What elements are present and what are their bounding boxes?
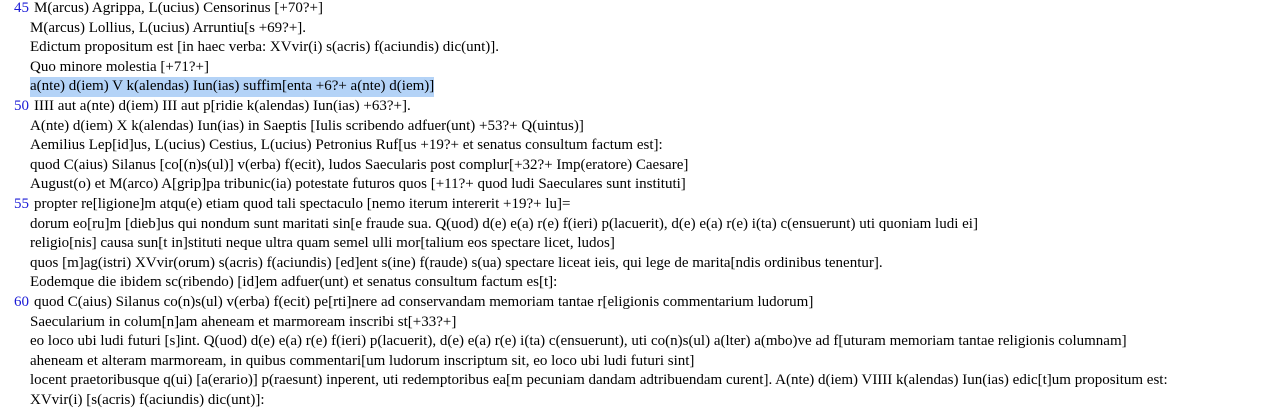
line-text: M(arcus) Agrippa, L(ucius) Censorinus [+70?+] — [34, 0, 323, 16]
text-line-55 — [0, 195, 1268, 215]
text-line — [0, 58, 1268, 78]
text-line — [0, 215, 1268, 235]
line-text: M(arcus) Lollius, L(ucius) Arruntiu[s +69?+]. — [30, 19, 307, 36]
line-text: Edictum propositum est [in haec verba: XVvir(i) s(acris) f(aciundis) dic(unt)]. — [30, 39, 500, 56]
line-number: 50 — [14, 97, 29, 114]
line-text: Eodemque die ibidem sc(ribendo) [id]em adfuer(unt) et senatus consultum factum es[t]: — [30, 274, 558, 291]
line-text: propter re[ligione]m atqu(e) etiam quod tali spectaculo [nemo iterum intererit +19?+ lu]= — [34, 195, 571, 212]
text-line — [0, 332, 1268, 352]
line-text: A(nte) d(iem) X k(alendas) Iun(ias) in Saeptis [Iulis scribendo adfuer(unt) +53?+ Q(uintus)] — [30, 117, 584, 134]
line-text: eo loco ubi ludi futuri [s]int. Q(uod) d(e) e(a) r(e) f(ieri) p(lacuerit), d(e) e(a) r(e) i(ta) c(ensuerunt), uti co(n)s(ul) a(lter) a(mbo)ve ad f[uturam memoriam tantae religionis columnam] — [30, 333, 1127, 350]
text-line-50 — [0, 97, 1268, 117]
text-line — [0, 156, 1268, 176]
text-line — [0, 175, 1268, 195]
text-line — [0, 136, 1268, 156]
text-line-60 — [0, 293, 1268, 313]
line-text: quod C(aius) Silanus co(n)s(ul) v(erba) f(ecit) pe[rti]nere ad conservandam memoriam tantae r[eligionis commentarium ludorum] — [34, 293, 814, 310]
text-line — [0, 38, 1268, 58]
text-line — [0, 19, 1268, 39]
text-line — [0, 254, 1268, 274]
line-text: Quo minore molestia [+71?+] — [30, 58, 209, 75]
line-text: Saecularium in colum[n]am aheneam et marmoream inscribi st[+33?+] — [30, 313, 457, 330]
text-line — [0, 234, 1268, 254]
text-line — [0, 273, 1268, 293]
line-text: IIII aut a(nte) d(iem) III aut p[ridie k(alendas) Iun(ias) +63?+]. — [34, 97, 411, 114]
line-number: 45 — [14, 0, 29, 16]
text-line — [0, 371, 1268, 391]
text-line-selected — [0, 77, 1268, 97]
line-text: Aemilius Lep[id]us, L(ucius) Cestius, L(ucius) Petronius Ruf[us +19?+ et senatus consultum factum est]: — [30, 137, 663, 154]
text-line — [0, 117, 1268, 137]
text-line — [0, 391, 1268, 410]
line-text: quos [m]ag(istri) XVvir(orum) s(acris) f(aciundis) [ed]ent s(ine) f(raude) s(ua) spectare liceat ieis, qui lege de marita[ndis ordinibus tenentur]. — [30, 254, 883, 271]
line-number: 60 — [14, 293, 29, 310]
text-line — [0, 352, 1268, 372]
text-line-45 — [0, 0, 1268, 19]
selected-line-text[interactable]: a(nte) d(iem) V k(alendas) Iun(ias) suffim[enta +6?+ a(nte) d(iem)] — [30, 77, 434, 97]
line-text: dorum eo[ru]m [dieb]us qui nondum sunt maritati sin[e fraude sua. Q(uod) d(e) e(a) r(e) f(ieri) p(lacuerit), d(e) e(a) r(e) i(ta) c(ensuerunt) uti quoniam ludi ei] — [30, 215, 978, 232]
line-text: religio[nis] causa sun[t in]stituti neque ultra quam semel ulli mor[talium eos spectare licet, ludos] — [30, 235, 615, 252]
text-line — [0, 313, 1268, 333]
line-text: locent praetoribusque q(ui) [a(erario)] p(raesunt) inperent, uti redemptoribus ea[m pecuniam dandam adtribuendam curent]. A(nte) d(iem) VIIII k(alendas) Iun(ias) edic[t]um propositum est: — [30, 372, 1168, 389]
line-number: 55 — [14, 195, 29, 212]
line-text: quod C(aius) Silanus [co[(n)s(ul)] v(erba) f(ecit), ludos Saecularis post complur[+32?+ Imp(eratore) Caesare] — [30, 156, 689, 173]
line-text: XVvir(i) [s(acris) f(aciundis) dic(unt)]: — [30, 391, 265, 408]
line-text: August(o) et M(arco) A[grip]pa tribunic(ia) potestate futuros quos [+11?+ quod ludi Saeculares sunt instituti] — [30, 176, 686, 193]
line-text: aheneam et alteram marmoream, in quibus commentari[um ludorum inscriptum sit, eo loco ubi ludi futuri sint] — [30, 352, 695, 369]
